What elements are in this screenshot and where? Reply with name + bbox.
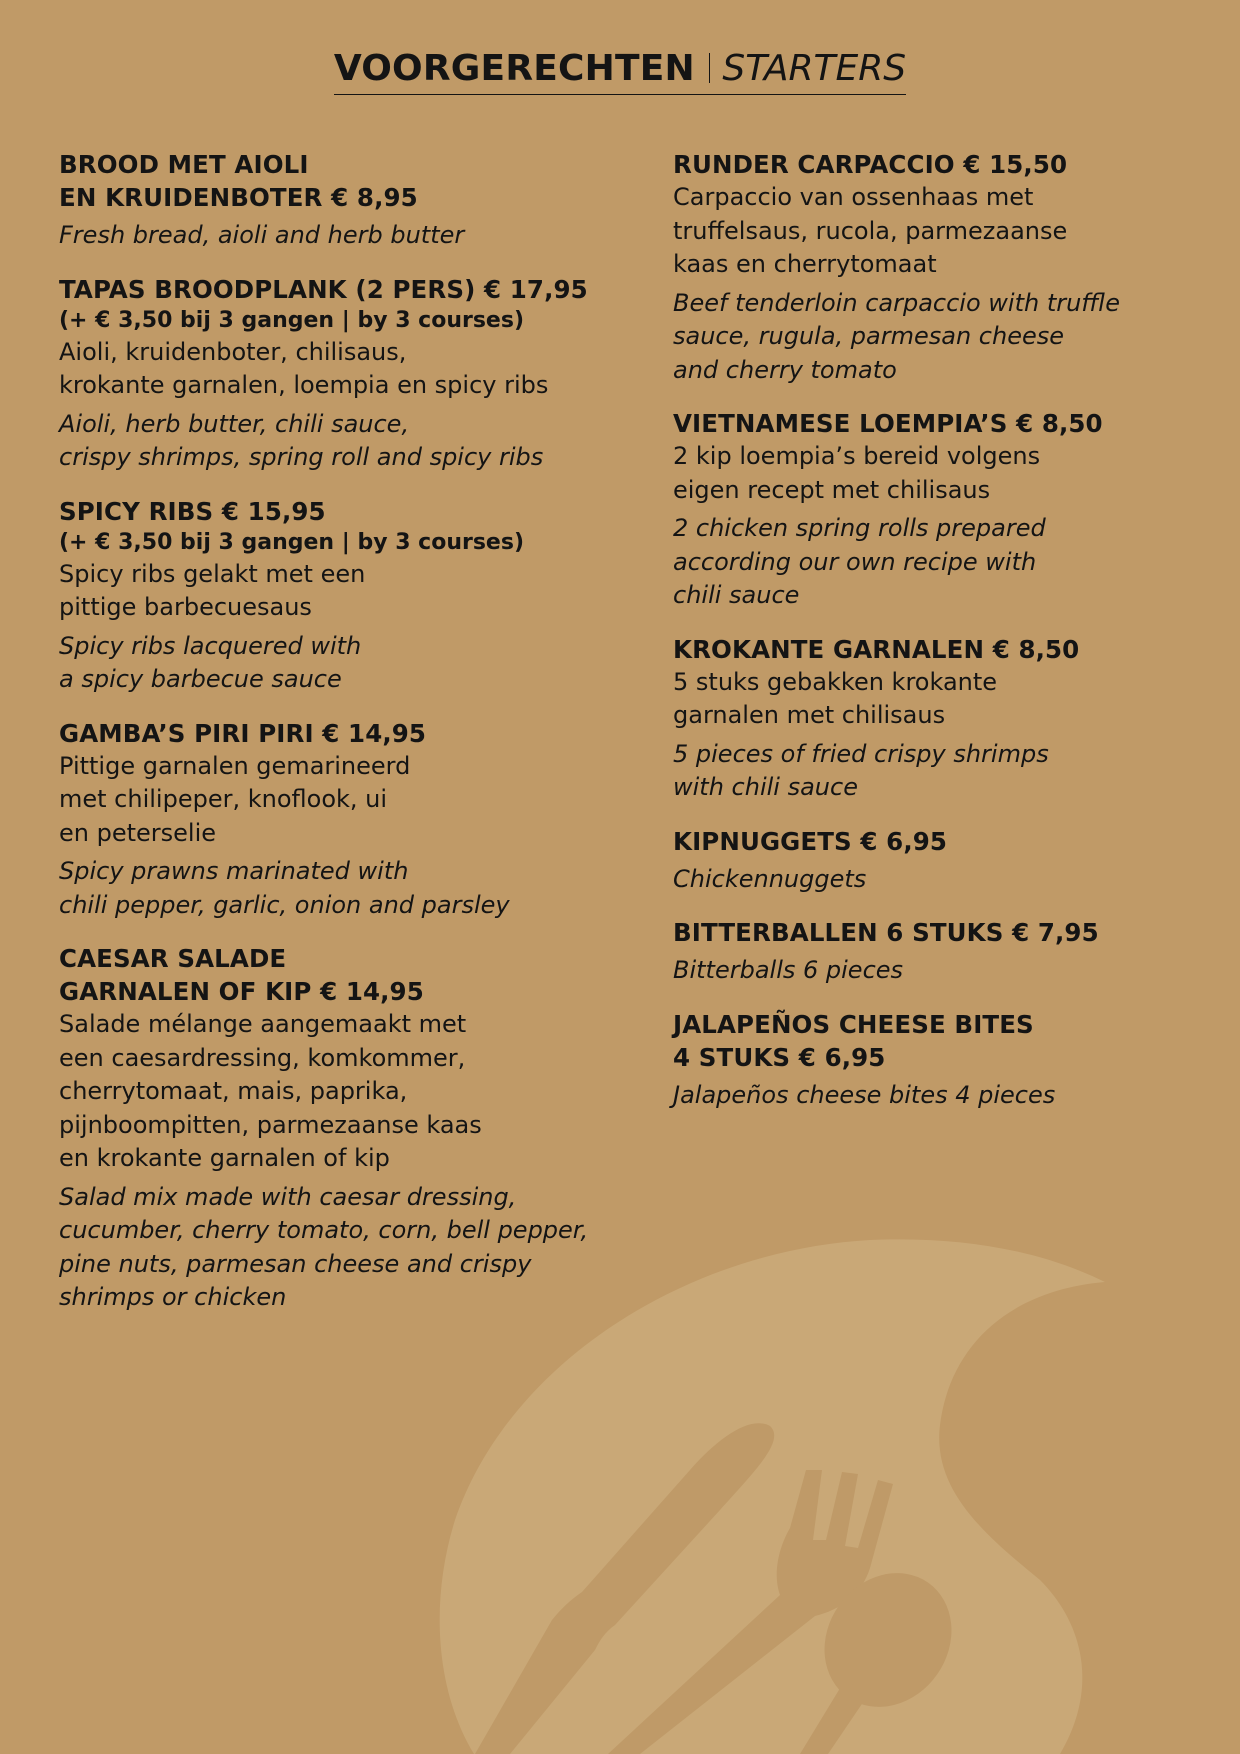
item-description-en: Fresh bread, aioli and herb butter (59, 221, 465, 249)
menu-item-runder-carpaccio (673, 148, 1213, 387)
item-description-nl: Carpaccio van ossenhaas met truffelsaus, rucola, parmezaanse kaas en cherrytomaat (673, 183, 1068, 278)
item-name: GAMBA’S PIRI PIRI € 14,95 (59, 718, 427, 748)
item-description-en: Bitterballs 6 pieces (673, 956, 904, 984)
menu-item-tapas-broodplank (59, 273, 659, 475)
item-description-nl: Pittige garnalen gemarineerd met chilipeper, knoflook, ui en peterselie (59, 751, 411, 847)
title-separator (709, 53, 711, 83)
page-title-underline (334, 46, 906, 95)
menu-item-brood-met-aioli (59, 148, 659, 253)
item-description-en: Chickennuggets (673, 864, 867, 893)
item-description-nl: Spicy ribs gelakt met een pittige barbecuesaus (59, 559, 366, 621)
item-description-en: Spicy ribs lacquered with a spicy barbecue sauce (59, 631, 362, 693)
item-name: RUNDER CARPACCIO € 15,50 (673, 150, 1068, 179)
item-description-en: 2 chicken spring rolls prepared according our own recipe with chili sauce (673, 514, 1046, 609)
item-name: KROKANTE GARNALEN € 8,50 (673, 634, 1080, 664)
menu-item-caesar-salade (59, 942, 659, 1315)
item-description-en: Spicy prawns marinated with chili pepper, garlic, onion and parsley (59, 857, 510, 919)
item-name: CAESAR SALADE GARNALEN OF KIP € 14,95 (59, 944, 424, 1006)
item-name: TAPAS BROODPLANK (2 PERS) € 17,95 (59, 274, 588, 304)
item-name: JALAPEÑOS CHEESE BITES 4 STUKS € 6,95 (673, 1009, 1034, 1072)
left-menu-column (59, 148, 659, 1335)
item-description-en: Salad mix made with caesar dressing, cucumber, cherry tomato, corn, bell pepper, pine nuts, parmesan cheese and crispy shrimps or chicken (59, 1182, 589, 1311)
item-description-nl: 5 stuks gebakken krokante garnalen met chilisaus (673, 667, 998, 729)
item-name: BITTERBALLEN 6 STUKS € 7,95 (673, 918, 1099, 947)
menu-item-kipnuggets (673, 825, 1213, 897)
title-dutch: VOORGERECHTEN (333, 48, 695, 89)
menu-item-krokante-garnalen (673, 633, 1213, 805)
item-description-en: Jalapeños cheese bites 4 pieces (673, 1080, 1056, 1109)
item-name: VIETNAMESE LOEMPIA’S € 8,50 (673, 409, 1103, 438)
item-description-en: Aioli, herb butter, chili sauce, crispy shrimps, spring roll and spicy ribs (59, 409, 544, 471)
menu-item-jalapenos-cheese-bites (673, 1008, 1213, 1113)
menu-item-gambas-piri-piri (59, 717, 659, 923)
page-title (0, 46, 1240, 95)
item-description-nl: Salade mélange aangemaakt met een caesardressing, komkommer, cherrytomaat, mais, paprika, pijnboompitten, parmezaanse kaas en krokante garnalen of kip (59, 1010, 482, 1172)
item-description-en: 5 pieces of fried crispy shrimps with chili sauce (673, 739, 1049, 801)
menu-item-vietnamese-loempias (673, 407, 1213, 613)
right-menu-column (673, 148, 1213, 1132)
item-description-nl: Aioli, kruidenboter, chilisaus, krokante garnalen, loempia en spicy ribs (59, 337, 549, 399)
menu-item-spicy-ribs (59, 495, 659, 697)
item-description-en: Beef tenderloin carpaccio with truffle sauce, rugula, parmesan cheese and cherry tomato (673, 288, 1121, 384)
title-english: STARTERS (722, 48, 907, 89)
menu-item-bitterballen (673, 916, 1213, 988)
item-description-nl: 2 kip loempia’s bereid volgens eigen recept met chilisaus (673, 442, 1041, 504)
item-name: BROOD MET AIOLI EN KRUIDENBOTER € 8,95 (59, 150, 418, 212)
item-course-note: (+ € 3,50 bij 3 gangen | by 3 courses) (59, 529, 524, 555)
item-course-note: (+ € 3,50 bij 3 gangen | by 3 courses) (59, 307, 524, 333)
item-name: SPICY RIBS € 15,95 (59, 496, 326, 526)
item-name: KIPNUGGETS € 6,95 (673, 826, 948, 856)
